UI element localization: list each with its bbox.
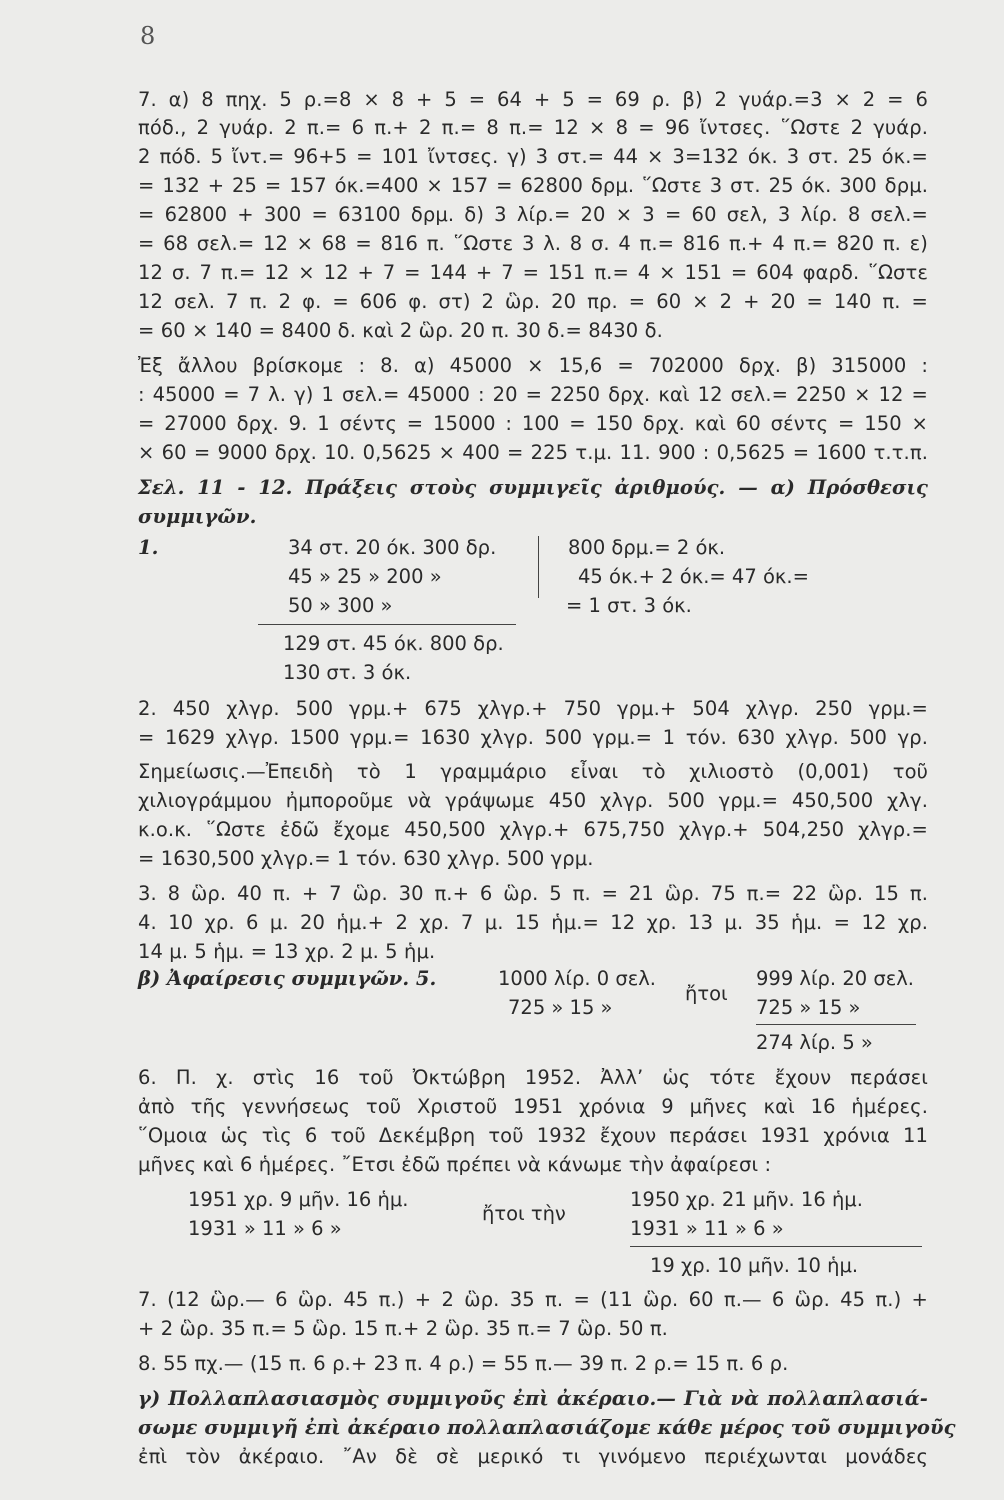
difference-rule (756, 1024, 916, 1025)
text-line: 2. 450 χλγρ. 500 γρμ.+ 675 χλγρ.+ 750 γρμ.+ 504 χλγρ. 250 γρμ.= (138, 697, 928, 720)
text-line: 7. α) 8 πηχ. 5 ρ.=8 × 8 + 5 = 64 + 5 = 69 ρ. β) 2 γυάρ.=3 × 2 = 6 (138, 88, 928, 111)
subtrahend: 1931 » 11 » 6 » (188, 1217, 342, 1240)
sum-row: 129 στ. 45 όκ. 800 δρ. (283, 632, 504, 655)
text-line: 7. (12 ὣρ.— 6 ὣρ. 45 π.) + 2 ὣρ. 35 π. = (11 ὣρ. 60 π.— 6 ὣρ. 45 π.) + (138, 1288, 928, 1311)
page-number: 8 (140, 22, 156, 50)
sum-rule (258, 624, 516, 625)
text-line: κ.ο.κ. ῞Ωστε ἐδῶ ἔχομε 450,500 χλγρ.+ 675,750 χλγρ.+ 504,250 χλγρ.= (138, 818, 928, 841)
difference: 19 χρ. 10 μῆν. 10 ἡμ. (650, 1254, 859, 1277)
text-line: = 62800 + 300 = 63100 δρμ. δ) 3 λίρ.= 20 × 3 = 60 σελ, 3 λίρ. 8 σελ.= (138, 203, 928, 226)
text-line: 8. 55 πχ.— (15 π. 6 ρ.+ 23 π. 4 ρ.) = 55 π.— 39 π. 2 ρ.= 15 π. 6 ρ. (138, 1352, 789, 1375)
minuend-converted: 999 λίρ. 20 σελ. (756, 967, 914, 990)
divider-line (538, 536, 539, 598)
section-heading-cont: συμμιγῶν. (138, 505, 257, 528)
side-calc: 45 όκ.+ 2 όκ.= 47 όκ.= (578, 565, 809, 588)
text-line: μῆνες καὶ 6 ἡμέρες. ῎Ετσι ἐδῶ πρέπει νὰ κάνωμε τὴν ἀφαίρεσι : (138, 1153, 772, 1176)
difference: 274 λίρ. 5 » (756, 1031, 873, 1054)
text-line: : 45000 = 7 λ. γ) 1 σελ.= 45000 : 20 = 2250 δρχ. καὶ 12 σελ.= 2250 × 12 = (138, 383, 928, 406)
text-line: 14 μ. 5 ἡμ. = 13 χρ. 2 μ. 5 ἡμ. (138, 940, 436, 963)
text-line: χιλιογράμμου ἠμποροῦμε νὰ γράψωμε 450 χλγρ. 500 γρμ.= 450,500 χλγ. (138, 789, 928, 812)
text-line: 3. 8 ὣρ. 40 π. + 7 ὣρ. 30 π.+ 6 ὣρ. 5 π. = 21 ὣρ. 75 π.= 22 ὣρ. 15 π. (138, 882, 928, 905)
minuend: 1000 λίρ. 0 σελ. (498, 967, 656, 990)
text-line: = 60 × 140 = 8400 δ. καὶ 2 ὣρ. 20 π. 30 δ.= 8430 δ. (138, 319, 663, 342)
difference-rule (630, 1246, 922, 1247)
text-line: Ἐξ ἄλλου βρίσκομε : 8. α) 45000 × 15,6 = 702000 δρχ. β) 315000 : (138, 354, 928, 377)
side-calc: 800 δρμ.= 2 όκ. (568, 536, 726, 559)
addend-row: 34 στ. 20 όκ. 300 δρ. (288, 536, 497, 559)
text-line: ῞Ομοια ὡς τὶς 6 τοῦ Δεκέμβρη τοῦ 1932 ἔχουν περάσει 1931 χρόνια 11 (138, 1124, 928, 1147)
subtrahend-converted: 725 » 15 » (756, 996, 861, 1019)
subsection-heading: β) Ἀφαίρεσις συμμιγῶν. 5. (138, 967, 437, 990)
text-line: 6. Π. χ. στὶς 16 τοῦ Ὀκτώβρη 1952. Ἀλλ’ ὡς τότε ἔχουν περάσει (138, 1066, 928, 1089)
text-line: σωμε συμμιγῆ ἐπὶ ἀκέραιο πολλαπλασιάζομε κάθε μέρος τοῦ συμμιγοῦς (138, 1416, 956, 1439)
text-line: 12 σ. 7 π.= 12 × 12 + 7 = 144 + 7 = 151 π.= 4 × 151 = 604 φαρδ. ῞Ωστε (138, 261, 928, 284)
text-line: γ) Πολλαπλασιασμὸς συμμιγοῦς ἐπὶ ἀκέραιο.— Γιὰ νὰ πολλαπλασιά- (138, 1387, 928, 1410)
addend-row: 45 » 25 » 200 » (288, 565, 442, 588)
section-heading: Σελ. 11 - 12. Πράξεις στοὺς συμμιγεῖς ἀριθμούς. — α) Πρόσθεσις (138, 476, 928, 499)
text-line: πόδ., 2 γυάρ. 2 π.= 6 π.+ 2 π.= 8 π.= 12 × 8 = 96 ἴντσες. ῞Ωστε 2 γυάρ. (138, 116, 928, 139)
note-line: Σημείωσις.—Ἐπειδὴ τὸ 1 γραμμάριο εἶναι τὸ χιλιοστὸ (0,001) τοῦ (138, 760, 928, 783)
text-line: = 1630,500 χλγρ.= 1 τόν. 630 χλγρ. 500 γρμ. (138, 847, 594, 870)
text-line: = 1629 χλγρ. 1500 γρμ.= 1630 χλγρ. 500 γρμ.= 1 τόν. 630 χλγρ. 500 γρ. (138, 726, 928, 749)
text-line: ἐπὶ τὸν ἀκέραιο. ῎Αν δὲ σὲ μερικό τι γινόμενο περιέχωνται μονάδες (138, 1445, 928, 1468)
addend-row: 50 » 300 » (288, 594, 393, 617)
text-line: 4. 10 χρ. 6 μ. 20 ἡμ.+ 2 χρ. 7 μ. 15 ἡμ.= 12 χρ. 13 μ. 35 ἡμ. = 12 χρ. (138, 911, 928, 934)
text-line: + 2 ὣρ. 35 π.= 5 ὣρ. 15 π.+ 2 ὣρ. 35 π.= 7 ὣρ. 50 π. (138, 1317, 668, 1340)
text-line: 2 πόδ. 5 ἴντ.= 96+5 = 101 ἴντσες. γ) 3 στ.= 44 × 3=132 όκ. 3 στ. 25 όκ.= (138, 145, 928, 168)
text-line: 12 σελ. 7 π. 2 φ. = 606 φ. στ) 2 ὣρ. 20 πρ. = 60 × 2 + 20 = 140 π. = (138, 290, 928, 313)
exercise-label: 1. (138, 536, 159, 559)
text-line: = 132 + 25 = 157 όκ.=400 × 157 = 62800 δρμ. ῞Ωστε 3 στ. 25 όκ. 300 δρμ. (138, 174, 928, 197)
text-line: = 68 σελ.= 12 × 68 = 816 π. ῞Ωστε 3 λ. 8 σ. 4 π.= 816 π.+ 4 π.= 820 π. ε) (138, 232, 928, 255)
htoi-word: ἤτοι τὴν (482, 1202, 566, 1225)
sum-row: 130 στ. 3 όκ. (283, 661, 412, 684)
text-line: ἀπὸ τῆς γεννήσεως τοῦ Χριστοῦ 1951 χρόνια 9 μῆνες καὶ 16 ἡμέρες. (138, 1095, 928, 1118)
subtrahend-converted: 1931 » 11 » 6 » (630, 1217, 784, 1240)
text-line: × 60 = 9000 δρχ. 10. 0,5625 × 400 = 225 τ.μ. 11. 900 : 0,5625 = 1600 τ.τ.π. (138, 441, 928, 464)
minuend: 1951 χρ. 9 μῆν. 16 ἡμ. (188, 1188, 409, 1211)
minuend-converted: 1950 χρ. 21 μῆν. 16 ἡμ. (630, 1188, 863, 1211)
subtrahend: 725 » 15 » (508, 996, 613, 1019)
text-line: = 27000 δρχ. 9. 1 σέντς = 15000 : 100 = 150 δρχ. καὶ 60 σέντς = 150 × (138, 412, 928, 435)
side-calc: = 1 στ. 3 όκ. (566, 594, 692, 617)
htoi-word: ἤτοι (685, 982, 728, 1005)
